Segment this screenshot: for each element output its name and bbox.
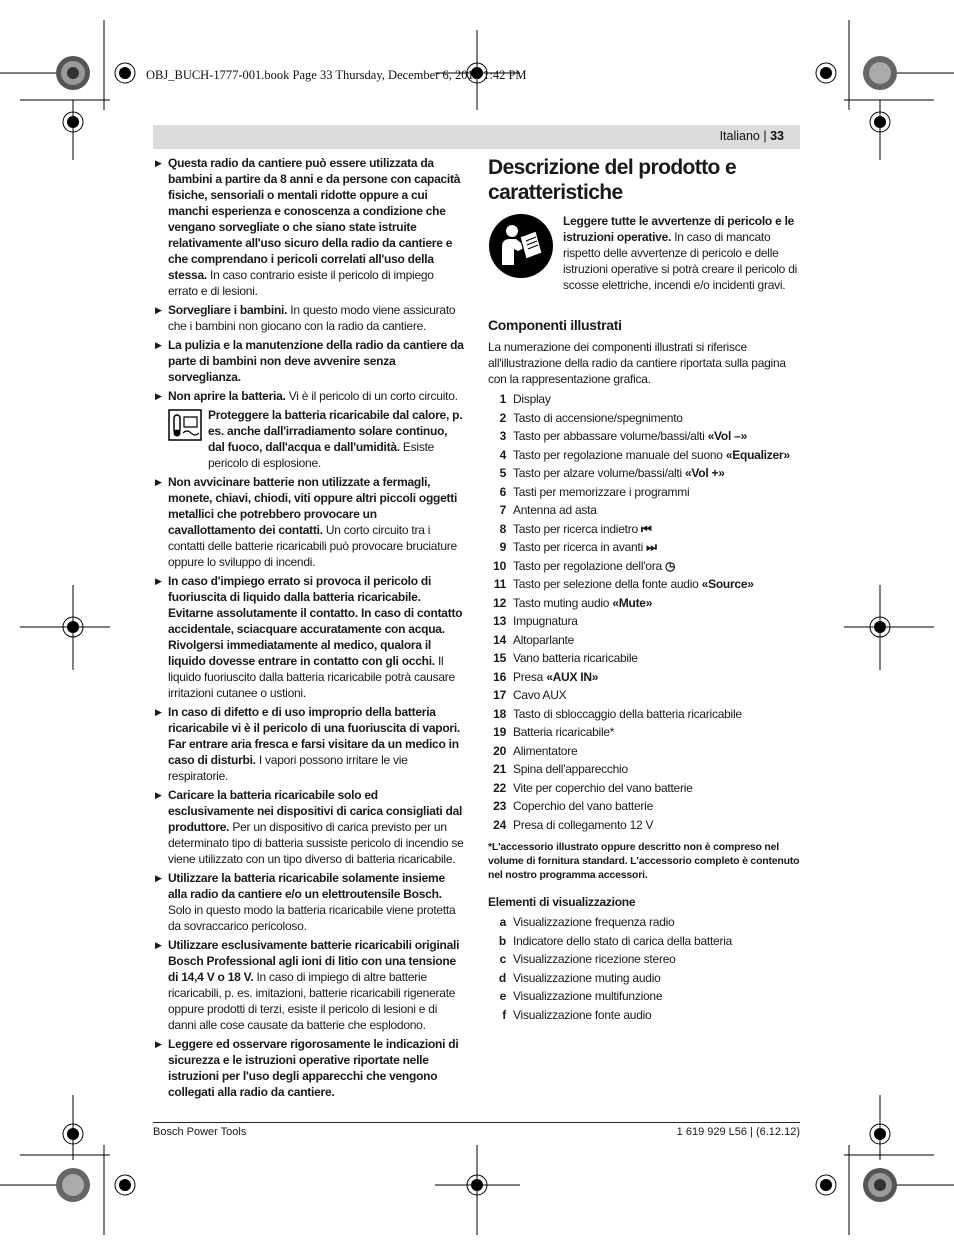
component-number: 15	[493, 651, 506, 665]
component-label-bold: «Vol –»	[707, 429, 747, 443]
footer-brand: Bosch Power Tools	[153, 1126, 247, 1138]
read-manual-icon	[488, 213, 554, 279]
component-number: 24	[493, 817, 506, 832]
display-element-item	[488, 1006, 800, 1025]
component-label-bold: ⏭	[646, 540, 657, 554]
component-number: 23	[493, 799, 506, 813]
component-item	[488, 594, 800, 613]
display-element-letter: a	[499, 915, 506, 929]
bullet-triangle-icon: ▶	[155, 340, 162, 350]
component-number: 10	[493, 558, 506, 573]
display-element-label: Visualizzazione ricezione stereo	[513, 952, 676, 966]
display-element-item	[488, 932, 800, 951]
components-intro: La numerazione dei componenti illustrati si riferisce all'illustrazione della radio da cantiere riportata sulla pagina con la rappresentazione grafica.	[488, 340, 786, 386]
component-item	[488, 779, 800, 798]
page-header-bar	[153, 125, 800, 149]
component-label: Tasto per ricerca in avanti	[513, 540, 647, 554]
battery-heat-warning-icon	[168, 409, 202, 441]
safety-item-bold: In caso d'impiego errato si provoca il pericolo di fuoriuscita di liquido dalla batteria ricaricabile. Evitarne assolutamente il contatto. In caso di contatto accidentale, sciacquare accuratamente con acqua. Rivolgersi immediatamente al medico, qualora il liquido dovesse entrare in contatto con gli occhi.	[168, 574, 463, 668]
component-label: Tasto per selezione della fonte audio	[513, 577, 702, 591]
safety-item	[155, 1036, 465, 1100]
component-label: Tasto per regolazione dell'ora	[513, 558, 665, 573]
component-number: 22	[493, 780, 506, 795]
safety-item-bold: Sorvegliare i bambini.	[168, 303, 288, 317]
safety-item-bold: Utilizzare esclusivamente batterie ricaricabili originali Bosch Professional agli ioni di litio con una tensione di 14,4 V o 18 V.	[168, 938, 460, 984]
header-language: Italiano |	[719, 129, 767, 143]
safety-item-text: Per un dispositivo di carica previsto per un determinato tipo di batteria sussiste pericolo di incendio se viene utilizzato con un tipo diverso di batteria ricaricabile.	[168, 820, 464, 866]
bullet-triangle-icon: ▶	[155, 873, 162, 883]
component-item	[488, 464, 800, 483]
component-label: Tasto muting audio	[513, 595, 613, 610]
component-item	[488, 760, 800, 779]
component-item	[488, 501, 800, 520]
component-label: Coperchio del vano batterie	[513, 799, 654, 813]
safety-item	[155, 937, 465, 1033]
read-instructions-warning	[488, 213, 800, 303]
bullet-triangle-icon: ▶	[155, 940, 162, 950]
component-number: 1	[499, 392, 506, 406]
bullet-triangle-icon: ▶	[155, 576, 162, 586]
component-item	[488, 816, 800, 835]
bullet-triangle-icon: ▶	[155, 1039, 162, 1049]
component-number: 12	[493, 595, 506, 610]
warning-bold: Leggere tutte le avvertenze di pericolo e le istruzioni operative.	[563, 214, 795, 244]
component-number: 9	[499, 540, 506, 554]
component-number: 11	[493, 577, 506, 591]
safety-item	[155, 155, 465, 299]
safety-item-bold: Leggere ed osservare rigorosamente le indicazioni di sicurezza e le istruzioni operative riportate nelle istruzioni per l'uso degli apparecchi che vengono collegati alla radio da cantiere.	[168, 1037, 459, 1099]
component-item	[488, 631, 800, 650]
heat-warning-bold: Proteggere la batteria ricaricabile dal calore, p. es. anche dall'irradiamento solare continuo, dal fuoco, dall'acqua e dall'umidità.	[208, 408, 463, 454]
component-label: Cavo AUX	[513, 688, 567, 702]
component-label: Antenna ad asta	[513, 503, 597, 517]
component-label-bold: «Mute»	[612, 595, 653, 610]
display-element-label: Visualizzazione muting audio	[513, 970, 661, 985]
component-item	[488, 483, 800, 502]
safety-item-bold: In caso di difetto e di uso improprio della batteria ricaricabile vi è il pericolo di una fuoriuscita di vapori. Far entrare aria fresca e farsi visitare da un medico in caso di disturbi.	[168, 705, 461, 767]
component-number: 17	[493, 688, 506, 702]
component-item	[488, 557, 800, 576]
component-number: 19	[493, 725, 506, 739]
component-label: Tasto per abbassare volume/bassi/alti	[513, 429, 708, 443]
component-number: 4	[499, 447, 506, 462]
component-label: Presa	[513, 669, 547, 684]
safety-item-text: Il liquido fuoriuscito dalla batteria ricaricabile potrà causare irritazioni cutanee o ustioni.	[168, 654, 455, 700]
component-label-bold: «AUX IN»	[546, 669, 599, 684]
component-item	[488, 427, 800, 446]
component-label: Vano batteria ricaricabile	[513, 651, 638, 665]
footer-docnumber: 1 619 929 L56 | (6.12.12)	[676, 1126, 800, 1138]
safety-item-text: In caso contrario esiste il pericolo di impiego errato e di lesioni.	[168, 268, 434, 298]
safety-item-text: I vapori possono irritare le vie respiratorie.	[168, 753, 408, 783]
right-column	[488, 155, 800, 1024]
safety-item-text: In questo modo viene assicurato che i bambini non giocano con la radio da cantiere.	[168, 303, 456, 333]
component-label-bold: «Vol +»	[685, 466, 725, 480]
display-element-item	[488, 913, 800, 932]
component-label: Tasto di sbloccaggio della batteria ricaricabile	[513, 706, 742, 721]
component-label: Display	[513, 392, 551, 406]
component-item	[488, 538, 800, 557]
component-label: Tasto di accensione/spegnimento	[513, 410, 683, 425]
component-number: 2	[499, 410, 506, 425]
component-number: 16	[493, 669, 506, 684]
display-elements-list	[488, 913, 800, 1024]
safety-item-bold: Questa radio da cantiere può essere utilizzata da bambini a partire da 8 anni e da persone con capacità fisiche, sensoriali o mentali ridotte oppure a cui manchi esperienza e conoscenza a condizione che vengano sorvegliate o che siano state istruite relativamente all'uso sicuro della radio da cantiere e che comprendano i pericoli correlati all'uso della stessa.	[168, 156, 461, 282]
component-item	[488, 742, 800, 761]
components-heading: Componenti illustrati	[488, 317, 622, 333]
component-label: Presa di collegamento 12 V	[513, 817, 654, 832]
component-number: 5	[499, 466, 506, 480]
component-item	[488, 705, 800, 724]
display-element-label: Visualizzazione frequenza radio	[513, 915, 675, 929]
display-element-item	[488, 987, 800, 1006]
safety-item-bold: Utilizzare la batteria ricaricabile solamente insieme alla radio da cantiere e/o un elettroutensile Bosch.	[168, 871, 445, 901]
display-element-letter: d	[498, 970, 506, 985]
component-label: Batteria ricaricabile*	[513, 725, 615, 739]
component-item	[488, 797, 800, 816]
book-info-line: OBJ_BUCH-1777-001.book Page 33 Thursday, December 6, 2012 1:42 PM	[146, 68, 527, 82]
display-element-item	[488, 950, 800, 969]
component-label: Alimentatore	[513, 743, 578, 758]
heat-warning-item	[155, 407, 465, 471]
component-label: Tasto per alzare volume/bassi/alti	[513, 466, 685, 480]
component-item	[488, 575, 800, 594]
component-item	[488, 446, 800, 465]
safety-item-text: Solo in questo modo la batteria ricaricabile viene protetta da sovraccarico pericoloso.	[168, 903, 456, 933]
component-label-bold: «Source»	[701, 577, 754, 591]
component-item	[488, 723, 800, 742]
components-list	[488, 390, 800, 834]
safety-item-text: In caso di impiego di altre batterie ricaricabili, p. es. imitazioni, batterie ricaricabili rigenerate oppure prodotti di terzi, esiste il pericolo di lesioni e di danni alle cose causate da batterie che esplodono.	[168, 970, 456, 1032]
safety-item	[155, 388, 465, 404]
component-item	[488, 686, 800, 705]
safety-item	[155, 302, 465, 334]
safety-item-bold: La pulizia e la manutenzione della radio da cantiere da parte di bambini non deve avvenire senza sorveglianza.	[168, 338, 464, 384]
display-element-label: Visualizzazione multifunzione	[513, 989, 663, 1003]
component-number: 20	[493, 743, 506, 758]
safety-item	[155, 704, 465, 784]
component-label-bold: ⏮	[640, 521, 652, 536]
safety-item	[155, 787, 465, 867]
component-number: 3	[499, 429, 506, 443]
component-label: Tasto per regolazione manuale del suono	[513, 447, 726, 462]
component-item	[488, 520, 800, 539]
component-label-bold: «Equalizer»	[725, 447, 790, 462]
component-label: Vite per coperchio del vano batterie	[513, 780, 693, 795]
safety-item	[155, 337, 465, 385]
display-element-letter: c	[499, 952, 506, 966]
warning-text: In caso di mancato rispetto delle avvertenze di pericolo e delle istruzioni operative si potrà creare il pericolo di scosse elettriche, incendi e/o incidenti gravi.	[563, 230, 798, 292]
component-item	[488, 409, 800, 428]
component-number: 6	[499, 484, 506, 499]
component-label: Tasti per memorizzare i programmi	[513, 484, 690, 499]
page-number: 33	[770, 129, 784, 143]
component-number: 7	[499, 503, 506, 517]
component-label-bold: ◷	[664, 558, 676, 573]
safety-item-bold: Non avvicinare batterie non utilizzate a fermagli, monete, chiavi, chiodi, viti oppure altri piccoli oggetti metallici che potrebbero provocare un cavallottamento dei contatti.	[168, 475, 458, 537]
component-number: 18	[493, 706, 506, 721]
accessory-footnote: *L'accessorio illustrato oppure descritto non è compreso nel volume di fornitura standard. L'accessorio completo è contenuto nel nostro programma accessori.	[488, 841, 800, 881]
page-header	[720, 129, 784, 143]
safety-item	[155, 870, 465, 934]
component-item	[488, 649, 800, 668]
bullet-triangle-icon: ▶	[155, 707, 162, 717]
safety-item-text: Un corto circuito tra i contatti delle batterie ricaricabili può provocare bruciature oppure lo sviluppo di incendi.	[168, 523, 457, 569]
component-label: Tasto per ricerca indietro	[513, 521, 641, 536]
display-elements-heading: Elementi di visualizzazione	[488, 895, 636, 909]
component-number: 13	[493, 614, 506, 628]
footer-rule	[153, 1122, 800, 1123]
component-number: 8	[499, 521, 506, 536]
component-item	[488, 390, 800, 409]
component-item	[488, 612, 800, 631]
safety-item-bold: Caricare la batteria ricaricabile solo ed esclusivamente nei dispositivi di carica consigliati dal produttore.	[168, 788, 463, 834]
display-element-letter: f	[502, 1007, 506, 1022]
safety-item-bold: Non aprire la batteria.	[168, 389, 286, 403]
display-element-label: Visualizzazione fonte audio	[513, 1007, 652, 1022]
bullet-triangle-icon: ▶	[155, 790, 162, 800]
display-element-label: Indicatore dello stato di carica della batteria	[513, 933, 733, 948]
bullet-triangle-icon: ▶	[155, 477, 162, 487]
safety-item	[155, 474, 465, 570]
display-element-letter: b	[498, 933, 506, 948]
display-element-item	[488, 969, 800, 988]
safety-item	[155, 573, 465, 701]
left-column	[155, 155, 465, 1103]
safety-item-text: Vi è il pericolo di un corto circuito.	[285, 389, 458, 403]
component-label: Altoparlante	[513, 632, 575, 647]
bullet-triangle-icon: ▶	[155, 305, 162, 315]
component-label: Spina dell'apparecchio	[513, 762, 628, 776]
bullet-triangle-icon: ▶	[155, 391, 162, 401]
bullet-triangle-icon: ▶	[155, 158, 162, 168]
component-item	[488, 668, 800, 687]
section-title: Descrizione del prodotto e caratteristiche	[488, 156, 737, 204]
component-number: 21	[493, 762, 506, 776]
display-element-letter: e	[499, 989, 506, 1003]
heat-warning-text: Esiste pericolo di esplosione.	[208, 440, 435, 470]
component-label: Impugnatura	[513, 614, 578, 628]
component-number: 14	[493, 632, 506, 647]
